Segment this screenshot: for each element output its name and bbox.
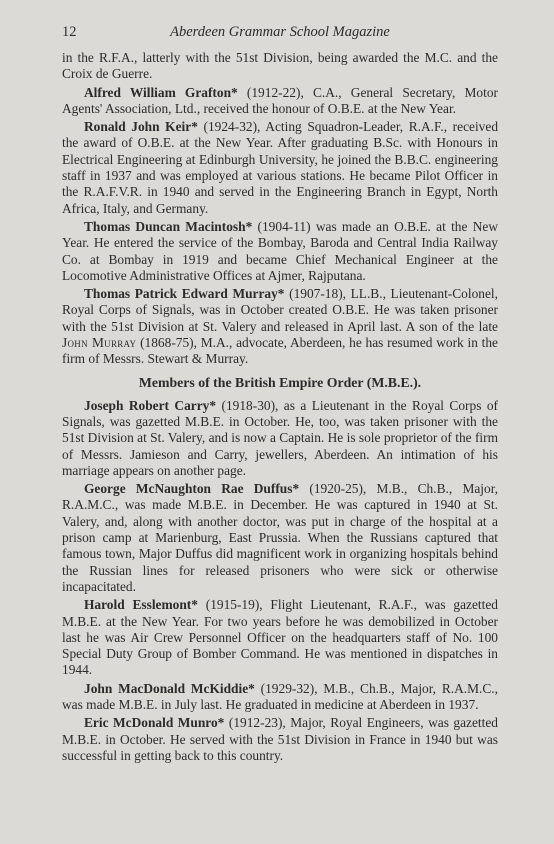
entry-text: (1920-25), M.B., Ch.B., Major, R.A.M.C., was made M.B.E. in December. He was captured in 1940 at St. Valery, and, along with another doctor, was put in charge of the hospital at a prison camp at Marienburg, East Prussia. When the Russians captured that famous town, Major Duffus did magnificent work in organizing hospitals behind the Russian lines for released prisoners who were sick or otherwise incapacitated. [62,481,498,594]
entry-text-continued: (1868-75), M.A., advocate, Aberdeen, he has resumed work in the firm of Messrs. Stewart & Murray. [62,335,498,367]
entry-name: Ronald John Keir* [84,119,198,135]
entry-name: Eric McDonald Munro* [84,715,225,731]
entry-name: George McNaughton Rae Duffus* [84,481,300,497]
obe-entry [62,219,498,284]
opening-paragraph: in the R.F.A., latterly with the 51st Division, being awarded the M.C. and the Croix de Guerre. [62,50,498,82]
entry-text: (1912-22), C.A., General Secretary, Motor Agents' Association, Ltd., received the honour of O.B.E. at the New Year. [62,84,498,116]
entry-name: Harold Esslemont* [84,597,198,613]
entry-text: (1924-32), Acting Squadron-Leader, R.A.F., received the award of O.B.E. at the New Year. After graduating B.Sc. with Honours in Electrical Engineering at Edinburgh University, he joined the B.B.C. engineering staff in 1937 and was employed at various stations. He became Pilot Officer in the R.A.F.V.R. in 1940 and served in the Engineering Branch in Egypt, North Africa, Italy, and Germany. [62,119,499,216]
section-heading: Members of the British Empire Order (M.B.E.). [138,374,422,390]
entry-text: (1907-18), LL.B., Lieutenant-Colonel, Royal Corps of Signals, was in October created O.B.E. He was taken prisoner with the 51st Division at St. Valery and released in April last. A son of the late [62,286,498,334]
entry-name: John MacDonald McKiddie* [84,680,255,696]
mbe-entry [62,398,498,479]
entry-text: (1912-23), Major, Royal Engineers, was gazetted M.B.E. in October. He served with the 51st Division in France in 1940 but was successful in getting back to this country. [62,715,499,763]
mbe-entry [62,597,498,678]
entry-text: (1929-32), M.B., Ch.B., Major, R.A.M.C., was made M.B.E. in July last. He graduated in medicine at Aberdeen in 1937. [62,680,498,712]
entry-text: (1904-11) was made an O.B.E. at the New Year. He entered the service of the Bombay, Baroda and Central India Railway Co. at Bombay in 1919 and became Chief Mechanical Engineer at the Locomotive Administrative Offices at Ajmer, Rajputana. [62,218,498,283]
running-title: Aberdeen Grammar School Magazine [170,24,390,40]
entry-name: Joseph Robert Carry* [84,397,217,413]
entry-text: (1918-30), as a Lieutenant in the Royal Corps of Signals, was gazetted M.B.E. in October. He, too, was taken prisoner with the 51st Division at St. Valery, and is now a Captain. He is sole proprietor of the firm of Messrs. Jamieson and Carry, jewellers, Aberdeen. An intimation of his marriage appears on another page. [62,397,498,478]
entry-name: Alfred William Grafton* [84,84,238,100]
page-number: 12 [62,24,77,40]
entry-text: (1915-19), Flight Lieutenant, R.A.F., was gazetted M.B.E. at the New Year. For two years before he was demobilized in October last he was Air Crew Personnel Officer on the headquarters staff of No. 100 Special Duty Group of Bomber Command. He was mentioned in dispatches in 1944. [62,597,498,678]
mbe-entry [62,715,498,764]
mbe-entry [62,481,498,595]
obe-entry [62,85,498,118]
obe-entry [62,119,498,217]
entry-small-caps-name: John Murray [62,335,137,351]
obe-entry [62,286,498,367]
entry-name: Thomas Duncan Macintosh* [84,218,253,234]
mbe-entry [62,681,498,714]
page-header [62,22,498,42]
entry-name: Thomas Patrick Edward Murray* [84,286,285,302]
